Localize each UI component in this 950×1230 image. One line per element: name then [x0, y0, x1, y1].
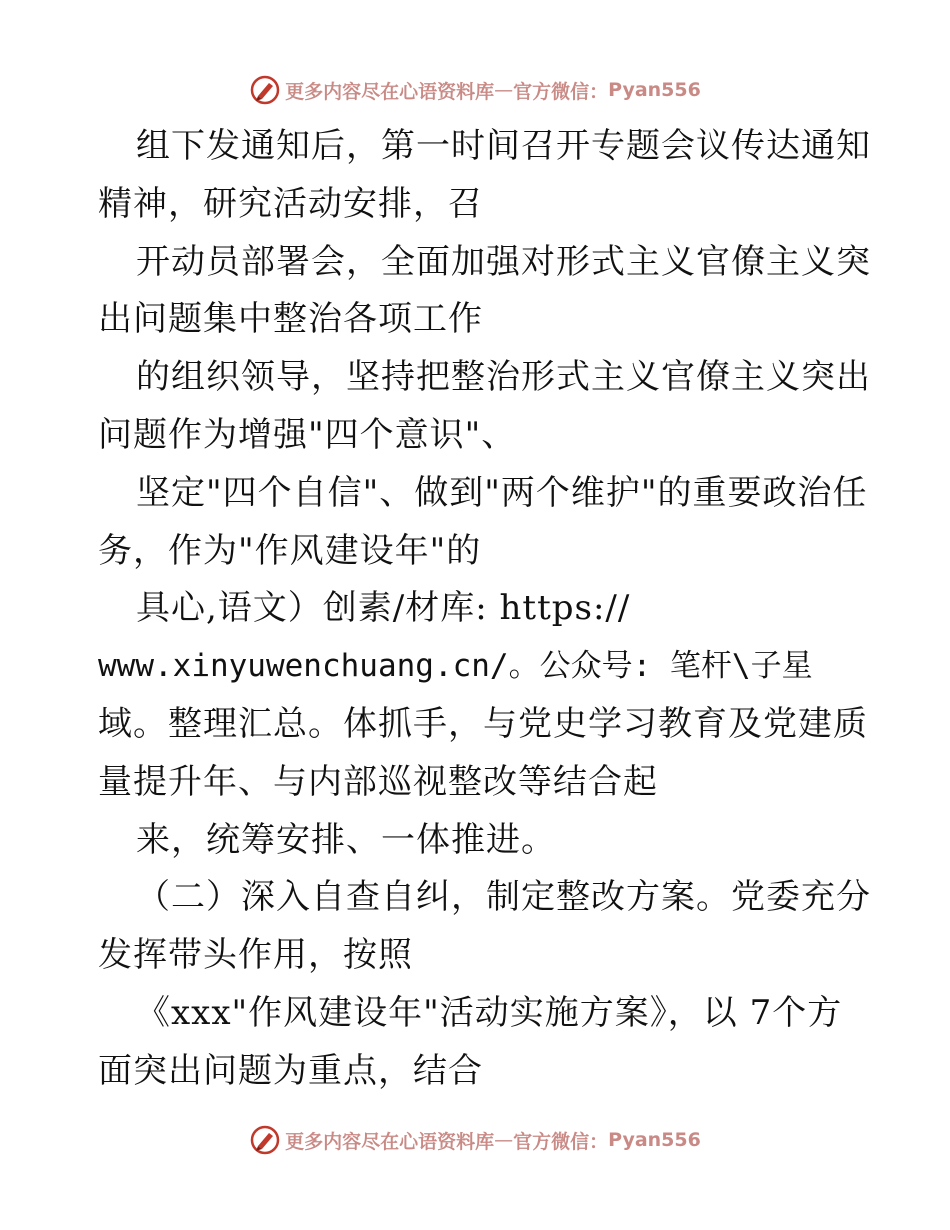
document-body: [98, 118, 871, 1101]
body-line: 具心,语文）创素/材库: https://: [136, 588, 631, 629]
watermark-wechat-id: Pyan556: [608, 79, 701, 101]
body-line: 务，作为"作风建设年"的: [98, 530, 482, 571]
body-line: 的组织领导，坚持把整治形式主义官僚主义突出: [136, 357, 871, 398]
body-line: 问题作为增强"四个意识"、: [98, 414, 517, 455]
watermark-wechat-label: 官方微信：: [513, 1130, 609, 1153]
watermark-header: [0, 70, 950, 110]
watermark-wechat-id: Pyan556: [608, 1129, 701, 1151]
pen-logo-icon: [249, 74, 281, 106]
body-line: 出问题集中整治各项工作: [98, 299, 483, 340]
watermark-main-text: 更多内容尽在心语资料库: [285, 80, 495, 103]
body-line: 来，统筹安排、一体推进。: [136, 819, 556, 860]
watermark-separator: —: [494, 1129, 514, 1151]
body-line: 组下发通知后，第一时间召开专题会议传达通知: [136, 126, 871, 166]
pen-logo-icon: [249, 1124, 281, 1156]
body-line: 面突出问题为重点，结合: [98, 1050, 483, 1091]
body-line: 开动员部署会，全面加强对形式主义官僚主义突: [136, 241, 871, 282]
body-line: 发挥带头作用，按照: [98, 935, 413, 976]
watermark-main-text: 更多内容尽在心语资料库: [285, 1130, 495, 1153]
body-line: 域。整理汇总。体抓手，与党史学习教育及党建质: [98, 703, 868, 744]
watermark-separator: —: [494, 79, 514, 101]
body-line: 坚定"四个自信"、做到"两个维护"的重要政治任: [136, 472, 868, 513]
watermark-wechat-label: 官方微信：: [513, 80, 609, 103]
body-line: 《xxx"作风建设年"活动实施方案》，以 7个方: [136, 992, 843, 1033]
body-line: 量提升年、与内部巡视整改等结合起: [98, 761, 658, 802]
body-line: （二）深入自查自纠，制定整改方案。党委充分: [136, 877, 871, 918]
body-line: 精神，研究活动安排，召: [98, 183, 483, 224]
body-line-url: www.xinyuwenchuang.cn/。公众号: 笔杆\子星: [98, 648, 813, 685]
watermark-footer: [0, 1120, 950, 1160]
